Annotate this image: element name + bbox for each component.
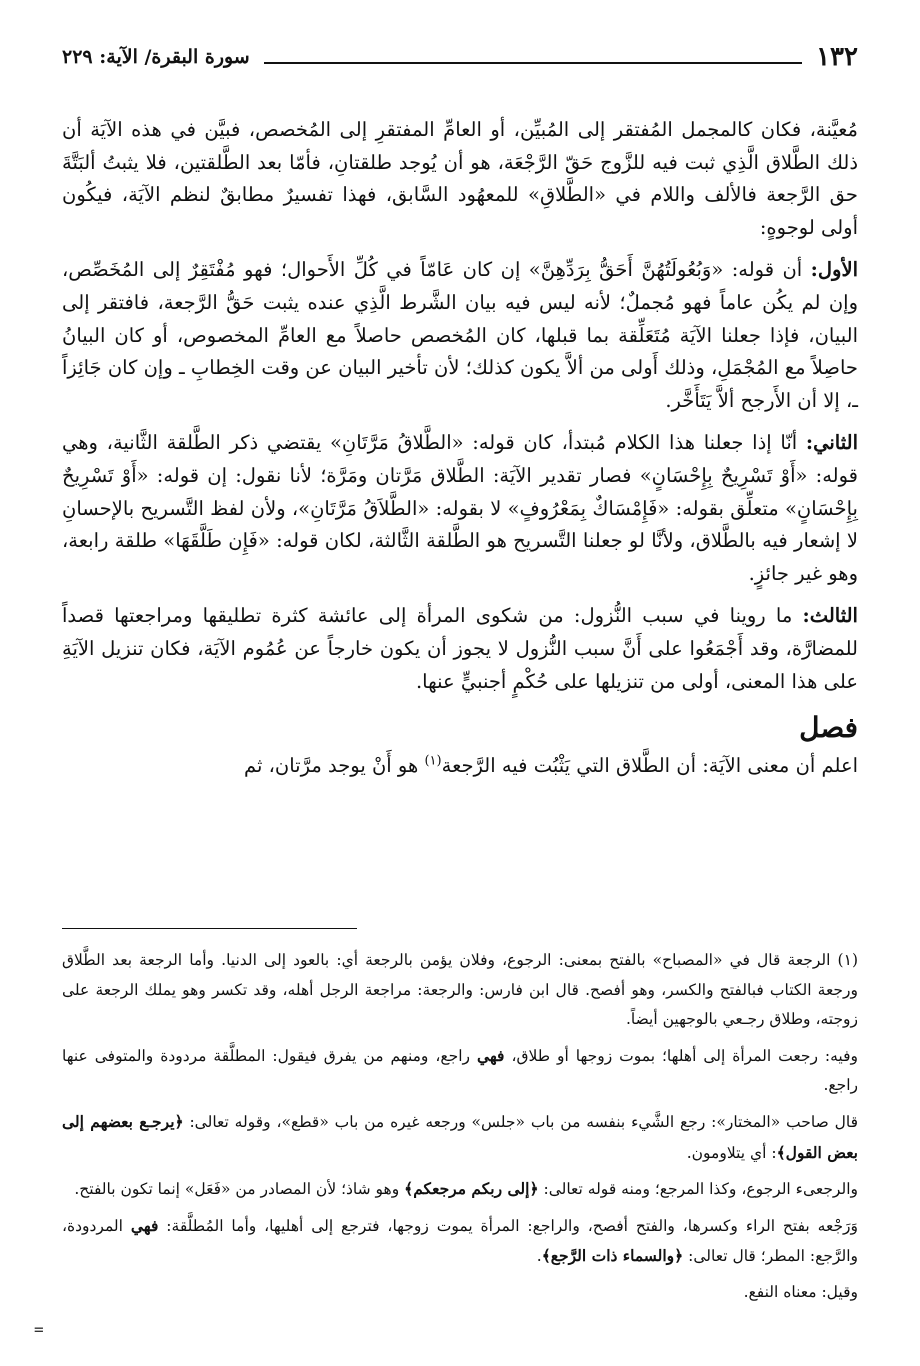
- footnote-6: وقيل: معناه النفع.: [743, 1282, 858, 1301]
- section-paragraph: [62, 750, 858, 783]
- footnote-2-bold: فهي: [476, 1045, 505, 1065]
- footnote-reference: (١): [424, 753, 442, 769]
- first-point-paragraph: [62, 254, 858, 417]
- third-point-paragraph: [62, 600, 858, 698]
- footnotes: [62, 946, 858, 1314]
- margin-mark: =: [34, 1320, 44, 1339]
- third-point-text: ما روينا في سبب النُّزول: من شكوى المرأة إلى عائشة كثرة تطليقها ومراجعتها قصداً للمضارَّة، وقد أَجْمَعُوا على أَنَّ سبب النُّزول لا يجوز أن يكون خارجاً عن عُمُوم الآيَة، فكان تنزيل الآيَةِ على هذا المعنى، أولى من تنزيلها على حُكْمٍ أجنبيٍّ عنها.: [62, 604, 858, 693]
- second-point-paragraph: [62, 427, 858, 590]
- footnote-5-mid: المردودة، والرَّجع: المطر؛ قال تعالى:: [62, 1216, 858, 1266]
- footnote-3-end: : أي يتلاومون.: [686, 1143, 777, 1162]
- footnote-2-start: وفيه: رجعت المرأة إلى أهلها؛ بموت زوجها أو طلاق،: [511, 1046, 858, 1065]
- footnote-2-end: راجع، ومنهم من يفرق فيقول: المطلَّقة مردودة والمتوفى عنها راجع.: [62, 1046, 858, 1095]
- footnote-5-start: وَرَجْعه بفتح الراء وكسرها، والفتح أفصح، والراجع: المرأة يموت زوجها، فترجع إلى أهليها، وأما المُطلَّقة:: [166, 1216, 858, 1235]
- page-number: ١٣٢: [816, 42, 858, 72]
- footnote-3-quran: ﴿يرجـع بعضهم إلى بعض القول﴾: [62, 1111, 858, 1162]
- section-heading: فصل: [799, 711, 858, 745]
- footnote-5: [62, 1211, 858, 1272]
- footnote-3-start: قال صاحب «المختار»: رجع الشَّيء بنفسه من باب «جلس» ورجعه غيره من باب «قطع»، وقوله تعالى:: [189, 1112, 858, 1131]
- footnote-1: (١) الرجعة قال في «المصباح» بالفتح بمعنى: الرجوع، وفلان يؤمن بالرجعة أي: بالعود إلى الدنيا. وأما الرجعة بعد الطَّلاق ورجعة الكتاب فبالفتح والكسر، وهو أفصح. قال ابن فارس: والرجعة: مراجعة الرجل أهله، وقد تكسر وهو يملك الرجعة على زوجته، وطلاق رجـعي بالوجهين أيضاً.: [62, 951, 858, 1029]
- main-text: [62, 114, 858, 793]
- third-point-label: الثالث:: [802, 604, 858, 628]
- header-rule: [264, 62, 802, 64]
- footnote-3: [62, 1107, 858, 1168]
- first-point-text: أن قوله: «وَبُعُولَتُهُنَّ أَحَقُّ بِرَدِّهِنَّ» إن كان عَامّاً في كُلِّ الأَحوال؛ فهو مُفْتَقِرٌ إلى المُخَصِّص، وإن لم يكُن عاماً فهو مُجملٌ؛ لأنه ليس فيه بيان الشَّرط الَّذِي عنده يثبت حَقُّ الرَّجعة، فافتقر إلى البيان، فإذا جعلنا الآيَة مُتَعَلِّقة بما قبلها، كان المُخصص حاصلاً مع العامِّ المخصوص، أو كان البيانُ حاصِلاً مع المُجْمَلِ، وذلك أَولى من ألاَّ يكون كذلك؛ لأن تأخير البيان عن وقت الخِطابِ ـ وإن كان جَائِزاً ـ، إلا أن الأَرجح ألاَّ يَتَأَخَّر.: [62, 258, 858, 412]
- second-point-label: الثاني:: [805, 431, 858, 455]
- footnote-divider: [62, 928, 357, 929]
- section-text-end: هو أَنْ يوجد مرَّتان، ثم: [243, 754, 425, 778]
- footnote-5-end: .: [536, 1247, 542, 1266]
- surah-verse-label: سورة البقرة/ الآية: ٢٢٩: [62, 46, 250, 68]
- intro-paragraph: مُعيَّنة، فكان كالمجمل المُفتقر إلى المُبيِّن، أو العامِّ المفتقرِ إلى المُخصص، فبيَّن في هذه الآيَة أن ذلك الطَّلاق الَّذِي ثبت فيه للزَّوج حَقّ الرَّجْعَة، هو أن يُوجد طلقتانِ، فأمّا بعد الطَّلقتين، فلا يثبتُ ألبَتَّةَ حق الرَّجعة فالألف واللام في «الطَّلاقِ» للمعهُود السَّابق، فهذا تفسيرٌ مطابقٌ لنظم الآيَة، فيكُون أولى لوجوهٍ:: [62, 118, 858, 239]
- footnote-5-bold: فهي: [130, 1215, 159, 1235]
- footnote-4-start: والرجعىء الرجوع، وكذا المرجع؛ ومنه قوله تعالى:: [543, 1180, 858, 1199]
- section-text-start: اعلم أن معنى الآيَة: أن الطَّلاق التي يَثْبُت فيه الرَّجعة: [441, 754, 858, 778]
- footnote-5-quran: ﴿والسماء ذات الرَّجع﴾: [541, 1246, 684, 1266]
- footnote-4-quran: ﴿إلى ربكم مرجعكم﴾: [404, 1179, 539, 1199]
- page-header: [62, 38, 858, 72]
- footnote-4: [62, 1174, 858, 1205]
- second-point-text: أنّا إذا جعلنا هذا الكلام مُبتدأ، كان قوله: «الطَّلاقُ مَرَّتَانِ» يقتضي ذكر الطَّلقة الثَّانية، وهي قوله: «أَوْ تَسْرِيحٌ بِإِحْسَانٍ» فصار تقدير الآيَة: الطَّلاق مَرَّتان ومَرَّة؛ لأنا نقول: إن قوله: «أَوْ تَسْرِيحٌ بِإِحْسَانٍ» متعلِّق بقوله: «فَإِمْسَاكٌ بِمَعْرُوفٍ» لا بقوله: «الطَّلاَقُ مَرَّتَانِ»، ولأن لفظ التَّسريح بالإحسانِ لا إشعار فيه بالطَّلاق، ولأنَّا لو جعلنا التَّسريح هو الطَّلقة الثَّالثة، لكان قوله: «فَإِن طَلَّقَهَا» طلقة رابعة، وهو غير جائزٍ.: [62, 431, 858, 585]
- footnote-4-end: وهو شاذ؛ لأن المصادر من «فَعَل» إنما تكون بالفتح.: [74, 1180, 400, 1199]
- first-point-label: الأول:: [810, 258, 858, 282]
- footnote-2: [62, 1041, 858, 1101]
